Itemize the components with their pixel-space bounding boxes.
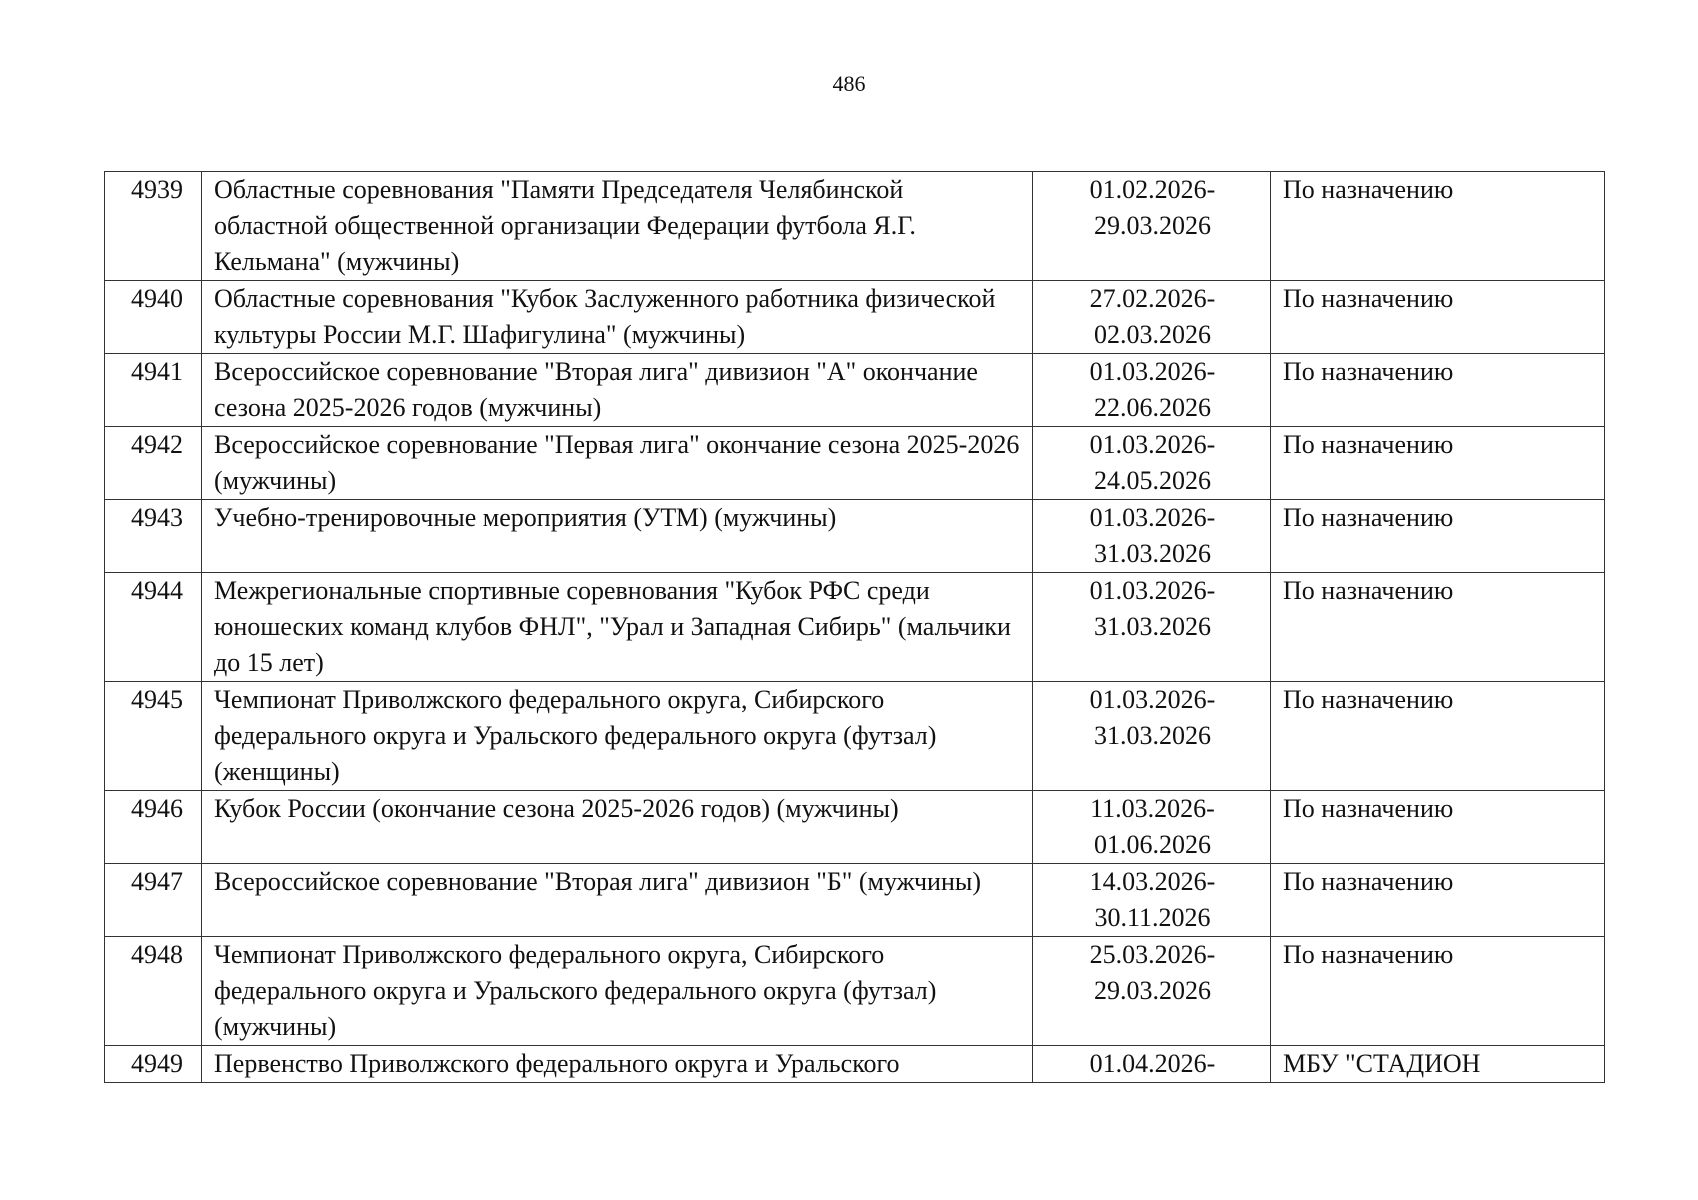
table-row: [105, 864, 1605, 937]
row-number: 4946: [105, 791, 202, 864]
date-start: 01.03.2026-: [1089, 430, 1216, 459]
event-place: По назначению: [1271, 937, 1605, 1046]
table-row: [105, 1046, 1605, 1083]
row-number: 4942: [105, 427, 202, 500]
event-place: По назначению: [1271, 864, 1605, 937]
event-name: Первенство Приволжского федерального округа и Уральского: [202, 1046, 1033, 1083]
event-dates: [1033, 500, 1271, 573]
date-start: 01.03.2026-: [1089, 357, 1216, 386]
events-table: [104, 171, 1605, 1083]
date-end: 02.03.2026: [1094, 320, 1211, 349]
table-row: [105, 791, 1605, 864]
date-end: 01.06.2026: [1094, 830, 1211, 859]
date-end: 29.03.2026: [1094, 976, 1211, 1005]
event-name: Чемпионат Приволжского федерального округа, Сибирского федерального округа и Уральского федерального округа (футзал) (мужчины): [202, 937, 1033, 1046]
event-dates: [1033, 573, 1271, 682]
event-name: Учебно-тренировочные мероприятия (УТМ) (мужчины): [202, 500, 1033, 573]
date-end: 24.05.2026: [1094, 466, 1211, 495]
table-row: [105, 500, 1605, 573]
event-place: По назначению: [1271, 281, 1605, 354]
event-place: По назначению: [1271, 427, 1605, 500]
event-name: Кубок России (окончание сезона 2025-2026 годов) (мужчины): [202, 791, 1033, 864]
table-row: [105, 172, 1605, 281]
date-end: 31.03.2026: [1094, 721, 1211, 750]
event-name: Всероссийское соревнование "Вторая лига" дивизион "Б" (мужчины): [202, 864, 1033, 937]
event-place: По назначению: [1271, 172, 1605, 281]
row-number: 4945: [105, 682, 202, 791]
event-place: По назначению: [1271, 791, 1605, 864]
event-name: Межрегиональные спортивные соревнования "Кубок РФС среди юношеских команд клубов ФНЛ", "Урал и Западная Сибирь" (мальчики до 15 лет): [202, 573, 1033, 682]
event-name: Чемпионат Приволжского федерального округа, Сибирского федерального округа и Уральского федерального округа (футзал) (женщины): [202, 682, 1033, 791]
row-number: 4949: [105, 1046, 202, 1083]
date-start: 11.03.2026-: [1090, 794, 1215, 823]
event-name: Всероссийское соревнование "Вторая лига" дивизион "А" окончание сезона 2025-2026 годов (мужчины): [202, 354, 1033, 427]
event-dates: [1033, 427, 1271, 500]
event-dates: [1033, 281, 1271, 354]
event-place: По назначению: [1271, 500, 1605, 573]
table-row: [105, 573, 1605, 682]
event-dates: [1033, 791, 1271, 864]
event-dates: [1033, 682, 1271, 791]
date-end: 31.03.2026: [1094, 612, 1211, 641]
table-row: [105, 281, 1605, 354]
date-start: 01.03.2026-: [1089, 576, 1216, 605]
date-end: 31.03.2026: [1094, 539, 1211, 568]
page-number: 486: [832, 71, 866, 96]
event-name: Областные соревнования "Кубок Заслуженного работника физической культуры России М.Г. Шафигулина" (мужчины): [202, 281, 1033, 354]
row-number: 4944: [105, 573, 202, 682]
date-end: 22.06.2026: [1094, 393, 1211, 422]
event-name: Всероссийское соревнование "Первая лига" окончание сезона 2025-2026 (мужчины): [202, 427, 1033, 500]
table-row: [105, 682, 1605, 791]
row-number: 4948: [105, 937, 202, 1046]
event-place: По назначению: [1271, 682, 1605, 791]
event-dates: [1033, 172, 1271, 281]
date-start: 27.02.2026-: [1089, 284, 1216, 313]
row-number: 4947: [105, 864, 202, 937]
date-end: 29.03.2026: [1094, 211, 1211, 240]
event-dates: [1033, 1046, 1271, 1083]
date-start: 01.03.2026-: [1089, 503, 1216, 532]
date-start: 14.03.2026-: [1089, 867, 1216, 896]
table-row: [105, 937, 1605, 1046]
table-row: [105, 354, 1605, 427]
table-row: [105, 427, 1605, 500]
date-start: 25.03.2026-: [1089, 940, 1216, 969]
row-number: 4940: [105, 281, 202, 354]
date-end: 30.11.2026: [1094, 903, 1211, 932]
row-number: 4943: [105, 500, 202, 573]
event-place: По назначению: [1271, 354, 1605, 427]
event-place: МБУ "СТАДИОН: [1271, 1046, 1605, 1083]
event-place: По назначению: [1271, 573, 1605, 682]
row-number: 4939: [105, 172, 202, 281]
event-dates: [1033, 937, 1271, 1046]
event-dates: [1033, 864, 1271, 937]
event-dates: [1033, 354, 1271, 427]
row-number: 4941: [105, 354, 202, 427]
date-start: 01.03.2026-: [1089, 685, 1216, 714]
date-start: 01.02.2026-: [1089, 175, 1216, 204]
event-name: Областные соревнования "Памяти Председателя Челябинской областной общественной организации Федерации футбола Я.Г. Кельмана" (мужчины): [202, 172, 1033, 281]
date-start: 01.04.2026-: [1089, 1049, 1216, 1078]
